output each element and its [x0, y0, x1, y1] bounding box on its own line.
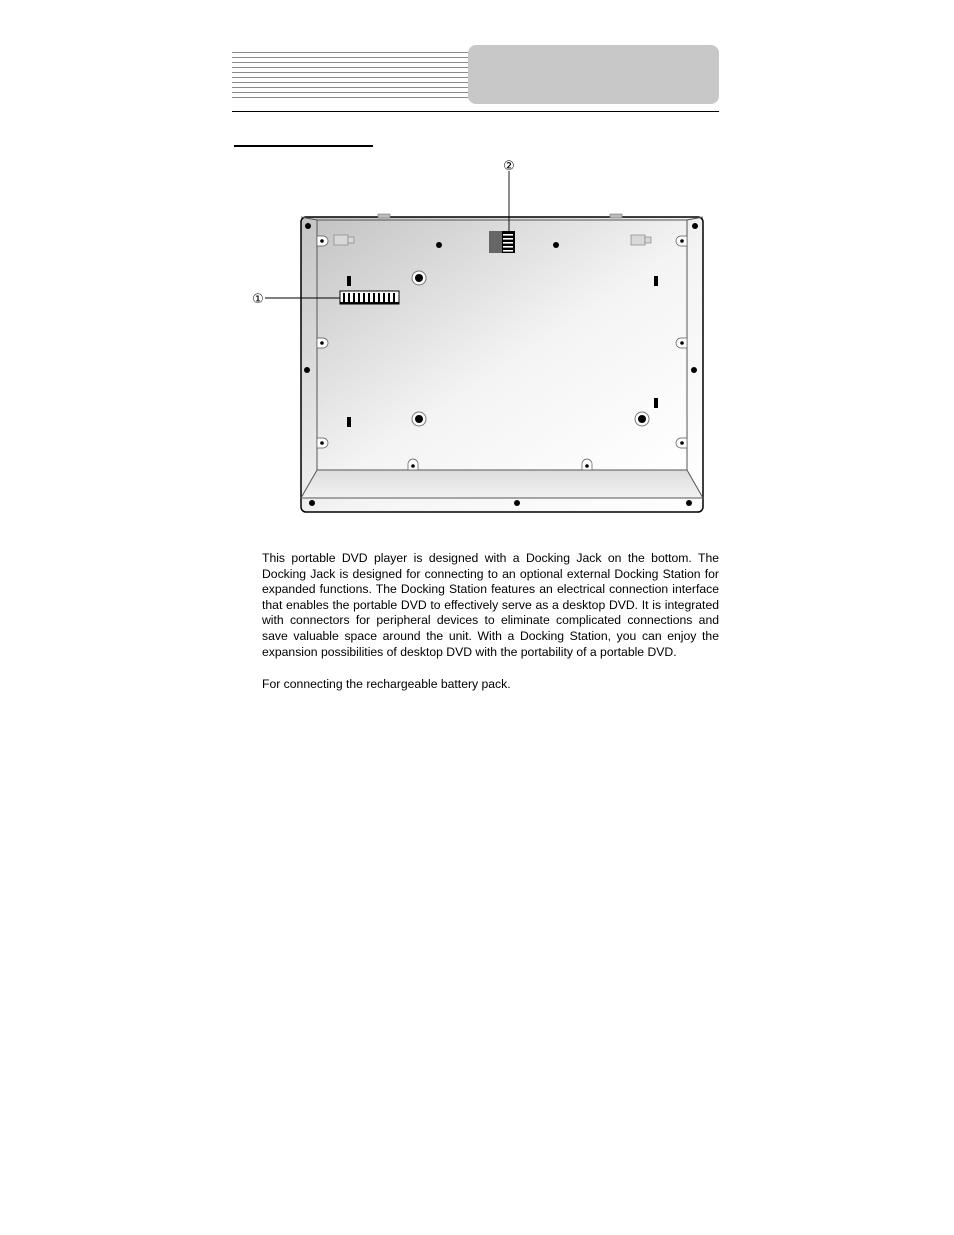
callout-marker-2: ② [503, 159, 515, 174]
slot [347, 417, 351, 427]
slot [654, 398, 658, 408]
header-divider [232, 111, 719, 112]
screw [304, 367, 310, 373]
screw [691, 367, 697, 373]
rubber-foot [412, 271, 426, 285]
screw [309, 500, 315, 506]
rubber-foot [635, 412, 649, 426]
device-bottom-lip [301, 470, 703, 498]
section-heading-underline [234, 145, 373, 147]
rubber-foot [412, 412, 426, 426]
slot [654, 276, 658, 286]
top-tab-left [378, 214, 390, 218]
screw [514, 500, 520, 506]
docking-jack [340, 291, 399, 305]
screw [686, 500, 692, 506]
battery-jack-description: For connecting the rechargeable battery pack. [262, 677, 511, 691]
header-decorative-lines [232, 52, 472, 100]
callout-marker-1: ① [252, 292, 264, 307]
screw [692, 223, 698, 229]
device-bottom-diagram [246, 150, 708, 520]
screw [305, 223, 311, 229]
battery-jack [489, 231, 515, 253]
slot [347, 276, 351, 286]
dot [436, 242, 442, 248]
header-tab [468, 45, 719, 104]
device-inner-panel [317, 220, 687, 470]
dot [553, 242, 559, 248]
top-tab-right [610, 214, 622, 218]
docking-jack-description: This portable DVD player is designed with a Docking Jack on the bottom. The Docking Jack is designed for connecting to an optional external Docking Station for expanded functions. The Docking Station features an electrical connection interface that enables the portable DVD to effectively serve as a desktop DVD. It is integrated with connectors for peripheral devices to eliminate complicated connections and save valuable space around the unit. With a Docking Station, you can enjoy the expansion possibilities of desktop DVD with the portability of a portable DVD. [262, 551, 719, 659]
